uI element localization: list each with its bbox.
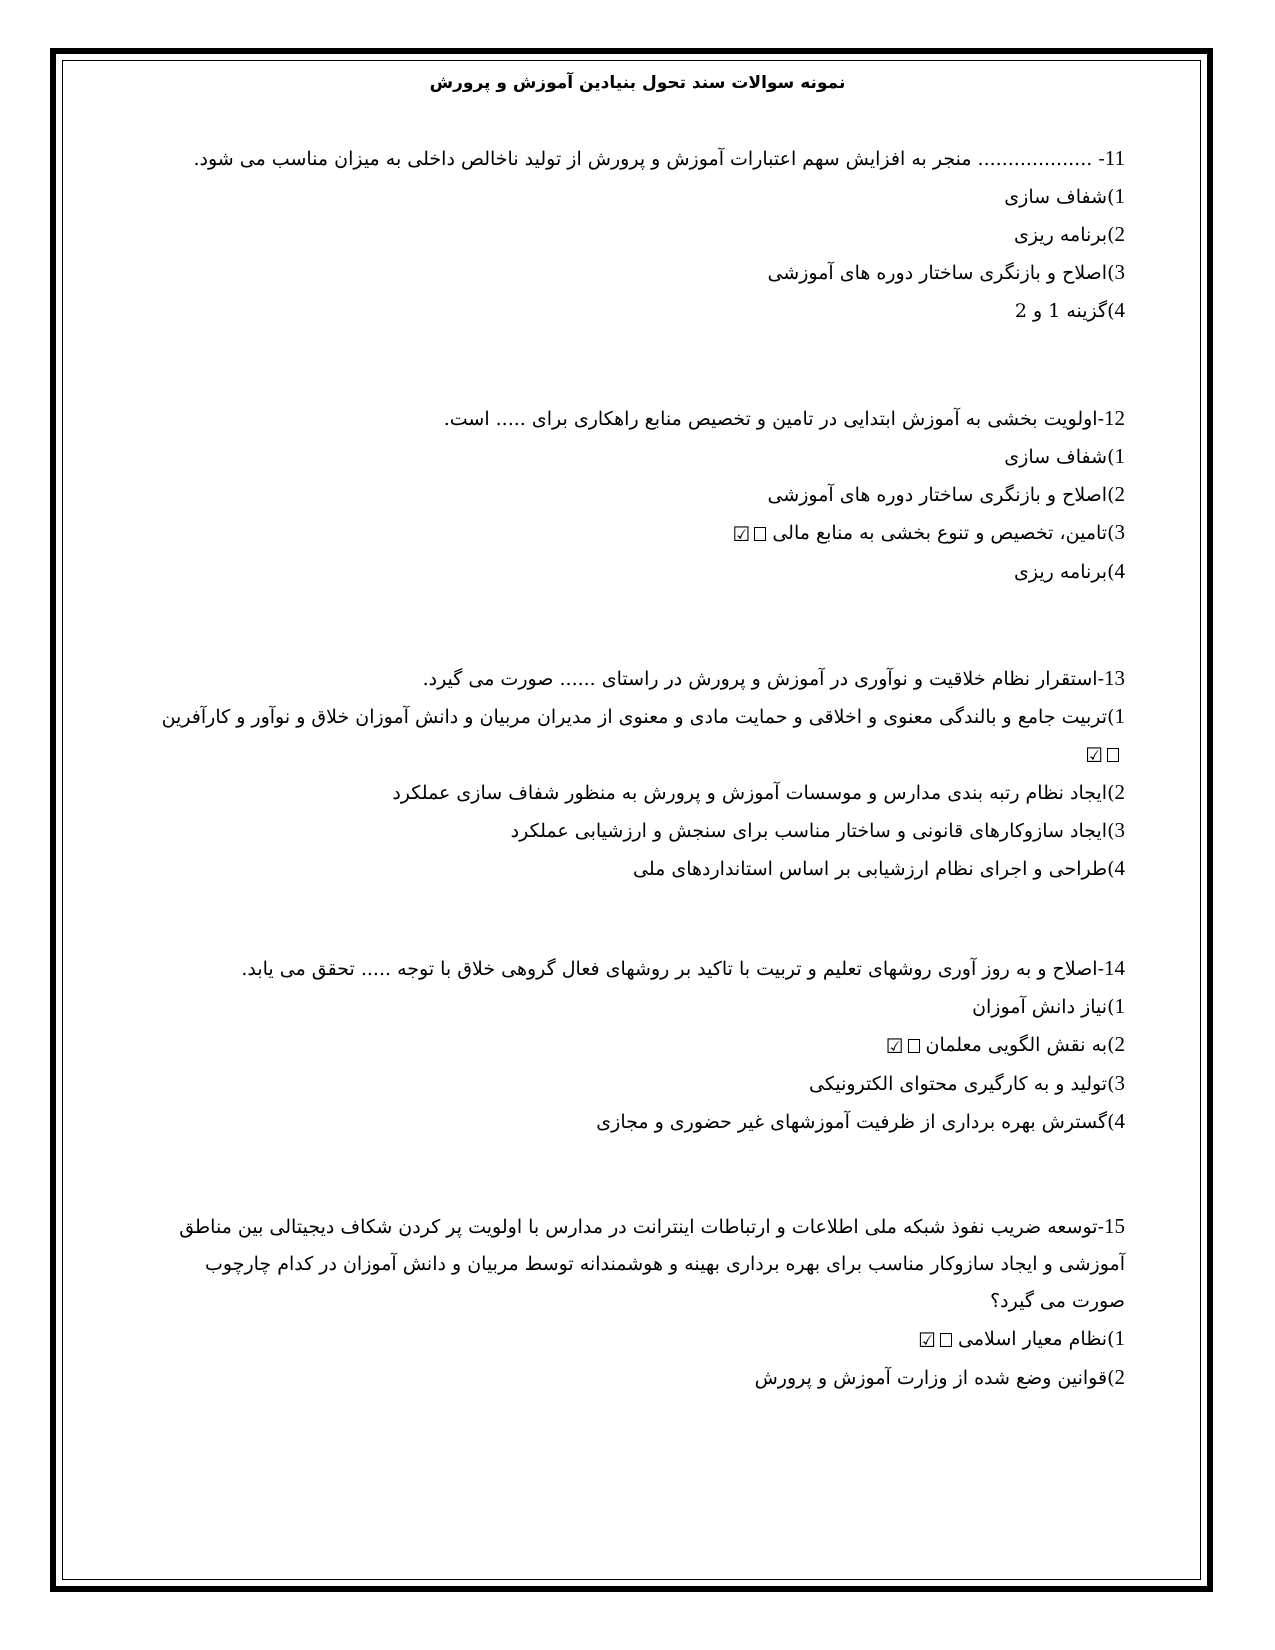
empty-box-icon	[1107, 748, 1119, 762]
option-2[interactable]	[241, 1026, 1125, 1065]
question-14	[241, 950, 1125, 1141]
question-number: 11	[1104, 146, 1125, 170]
checkbox-checked-icon: ☑	[885, 1034, 904, 1058]
option-4[interactable]	[444, 553, 1125, 591]
option-text: )برنامه ریزی	[1014, 561, 1115, 583]
page-title: نمونه سوالات سند تحول بنیادین آموزش و پرورش	[429, 73, 846, 93]
empty-box-icon	[940, 1333, 952, 1347]
option-text: )برنامه ریزی	[1014, 224, 1115, 246]
option-number: 1	[1114, 704, 1125, 728]
option-number: 3	[1114, 1071, 1125, 1095]
option-number: 4	[1114, 298, 1125, 322]
option-1[interactable]	[241, 988, 1125, 1026]
option-number: 3	[1114, 818, 1125, 842]
answer-checkbox[interactable]	[918, 1322, 952, 1359]
option-number: 2	[1114, 482, 1125, 506]
option-2[interactable]	[193, 216, 1125, 254]
option-text: )تامین، تخصیص و تنوع بخشی به منابع مالی	[772, 522, 1115, 544]
option-text: )طراحی و اجرای نظام ارزشیابی بر اساس استانداردهای ملی	[633, 858, 1115, 880]
option-text: )گزینه 1 و 2	[1014, 300, 1115, 322]
checkbox-checked-icon: ☑	[918, 1328, 936, 1352]
option-text: )ایجاد نظام رتبه بندی مدارس و موسسات آموزش و پرورش به منظور شفاف سازی عملکرد	[392, 782, 1115, 804]
question-12	[444, 400, 1125, 591]
option-number: 3	[1114, 260, 1125, 284]
option-number: 1	[1114, 994, 1125, 1018]
question-13	[155, 660, 1125, 888]
option-3[interactable]	[241, 1065, 1125, 1103]
question-text: -اصلاح و به روز آوری روشهای تعلیم و تربیت با تاکید بر روشهای فعال گروهی خلاق با توجه ..... تحقق می یابد.	[241, 958, 1104, 980]
option-text: )ایجاد سازوکارهای قانونی و ساختار مناسب برای سنجش و ارزشیابی عملکرد	[510, 820, 1115, 842]
question-text: -استقرار نظام خلاقیت و نوآوری در آموزش و پرورش در راستای ...... صورت می گیرد.	[422, 668, 1104, 690]
option-text: )شفاف سازی	[1004, 446, 1115, 468]
option-number: 2	[1114, 1365, 1125, 1389]
option-text: )اصلاح و بازنگری ساختار دوره های آموزشی	[767, 262, 1115, 284]
option-text: )تولید و به کارگیری محتوای الکترونیکی	[809, 1073, 1115, 1095]
option-3[interactable]	[193, 254, 1125, 292]
option-4[interactable]	[241, 1103, 1125, 1141]
option-2[interactable]	[444, 476, 1125, 514]
option-number: 2	[1114, 780, 1125, 804]
option-number: 2	[1114, 222, 1125, 246]
option-text: )تربیت جامع و بالندگی معنوی و اخلاقی و حمایت مادی و معنوی از مدیران مربیان و دانش آموزان خلاق و نوآور و کارآفرین	[161, 706, 1115, 728]
option-3[interactable]	[444, 514, 1125, 553]
option-number: 2	[1114, 1032, 1125, 1056]
option-2[interactable]	[155, 774, 1125, 812]
option-number: 4	[1114, 1109, 1125, 1133]
question-stem	[444, 400, 1125, 438]
option-text: )گسترش بهره برداری از ظرفیت آموزشهای غیر حضوری و مجازی	[596, 1111, 1115, 1133]
question-text: -اولویت بخشی به آموزش ابتدایی در تامین و تخصیص منابع راهکاری برای ..... است.	[443, 408, 1104, 430]
option-4[interactable]	[155, 850, 1125, 888]
question-number: 12	[1104, 406, 1125, 430]
question-number: 15	[1104, 1214, 1125, 1238]
option-1[interactable]	[444, 438, 1125, 476]
question-text: - ................... منجر به افزایش سهم اعتبارات آموزش و پرورش از تولید ناخالص داخلی به میزان مناسب می شود.	[193, 148, 1105, 170]
option-text: )نظام معیار اسلامی	[957, 1328, 1115, 1350]
question-number: 14	[1104, 956, 1125, 980]
option-number: 4	[1114, 559, 1125, 583]
question-stem	[155, 660, 1125, 698]
option-number: 3	[1114, 520, 1125, 544]
option-1[interactable]	[155, 698, 1125, 774]
question-stem	[241, 950, 1125, 988]
checkbox-checked-icon: ☑	[1085, 743, 1103, 767]
option-text: )اصلاح و بازنگری ساختار دوره های آموزشی	[767, 484, 1115, 506]
option-number: 1	[1114, 1326, 1125, 1350]
option-text: )به نقش الگویی معلمان	[925, 1034, 1115, 1056]
option-1[interactable]	[193, 178, 1125, 216]
option-number: 1	[1114, 444, 1125, 468]
answer-checkbox[interactable]	[732, 516, 766, 553]
question-text: -توسعه ضریب نفوذ شبکه ملی اطلاعات و ارتباطات اینترانت در مدارس با اولویت پر کردن شکاف دیجیتالی بین مناطق آموزشی و ایجاد سازوکار مناسب برای بهره برداری بهینه و هوشمندانه توسط مربیان و دانش آموزان در کدام چارچوب صورت می گیرد؟	[179, 1216, 1125, 1312]
question-stem	[193, 140, 1125, 178]
option-text: )قوانین وضع شده از وزارت آموزش و پرورش	[754, 1367, 1115, 1389]
question-11	[193, 140, 1125, 330]
empty-box-icon	[754, 527, 766, 541]
option-1[interactable]	[155, 1320, 1125, 1359]
answer-checkbox[interactable]	[886, 1028, 920, 1065]
option-number: 1	[1114, 184, 1125, 208]
option-3[interactable]	[155, 812, 1125, 850]
question-number: 13	[1104, 666, 1125, 690]
option-text: )نیاز دانش آموزان	[972, 996, 1115, 1018]
question-15	[155, 1208, 1125, 1397]
option-text: )شفاف سازی	[1004, 186, 1115, 208]
option-2[interactable]	[155, 1359, 1125, 1397]
checkbox-checked-icon: ☑	[732, 522, 751, 546]
option-4[interactable]	[193, 292, 1125, 330]
empty-box-icon	[908, 1039, 920, 1053]
option-number: 4	[1114, 856, 1125, 880]
question-stem	[155, 1208, 1125, 1320]
answer-checkbox[interactable]	[1085, 737, 1119, 774]
